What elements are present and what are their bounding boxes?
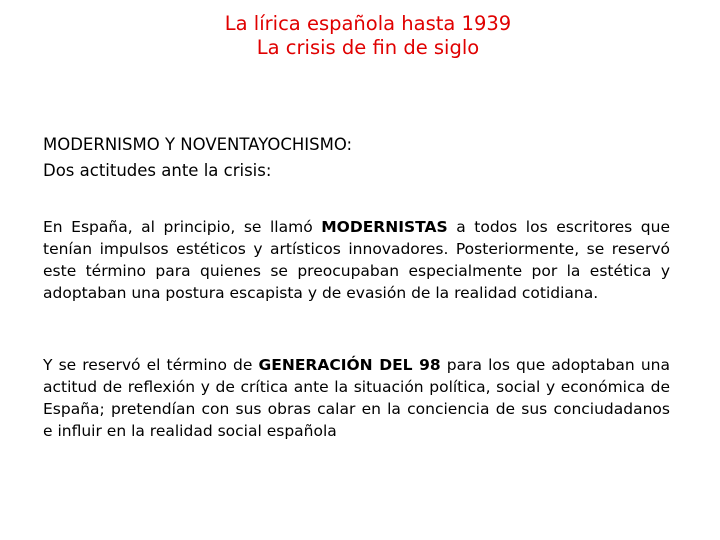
paragraph-2-text-start: Y se reservó el término de [43, 356, 259, 374]
paragraph-generacion-98 [43, 354, 670, 442]
title-line-2: La crisis de fin de siglo [256, 36, 480, 59]
paragraph-1-text-end: a todos los escritores que tenían impulsos estéticos y artísticos innovadores. Posteriormente, se reservó este término para quienes se preocupaban especialmente por la estética y adoptaban una postura escapista y de evasión de la realidad cotidiana. [43, 218, 670, 302]
heading-line-2: Dos actitudes ante la crisis: [43, 161, 272, 180]
heading-line-1: MODERNISMO Y NOVENTAYOCHISMO: [43, 135, 353, 154]
title-line-1: La lírica española hasta 1939 [224, 12, 512, 35]
term-modernistas: MODERNISTAS [321, 218, 448, 236]
slide-title [0, 12, 720, 60]
section-heading [43, 132, 352, 184]
paragraph-2-text-end: para los que adoptaban una actitud de reflexión y de crítica ante la situación política, social y económica de España; pretendían con sus obras calar en la conciencia de sus conciudadanos e influir en la realidad social española [43, 356, 671, 440]
term-generacion-98: GENERACIÓN DEL 98 [258, 356, 441, 374]
paragraph-1-text-start: En España, al principio, se llamó [43, 218, 322, 236]
paragraph-modernistas [43, 216, 670, 304]
